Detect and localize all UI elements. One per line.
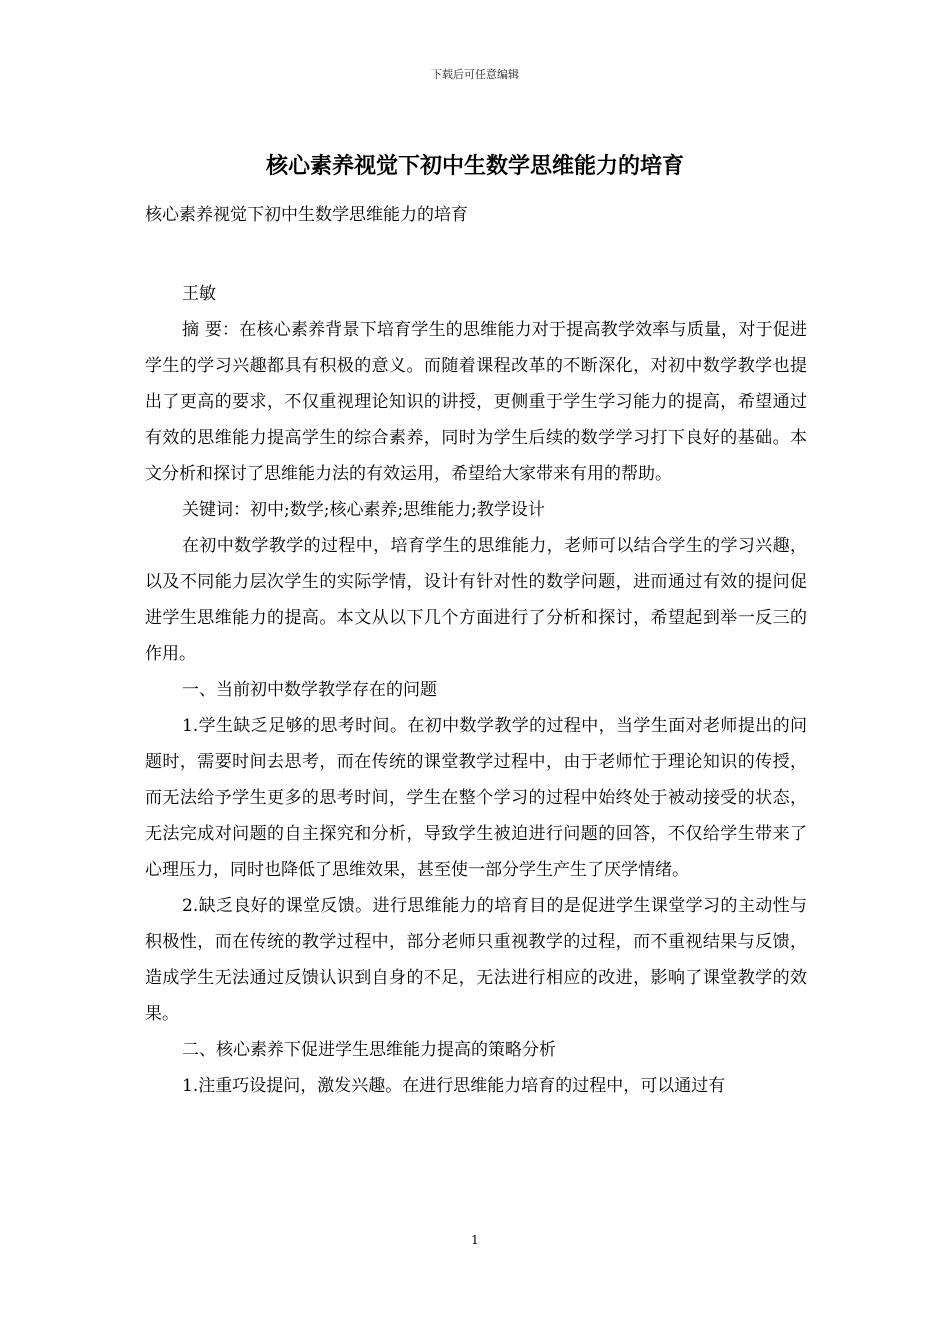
- section-heading-1: 一、当前初中数学教学存在的问题: [182, 680, 437, 700]
- document-title: 核心素养视觉下初中生数学思维能力的培育: [265, 153, 684, 179]
- keywords-paragraph: 关键词：初中;数学;核心素养;思维能力;教学设计: [182, 500, 545, 520]
- page-number: 1: [471, 1233, 479, 1247]
- section-heading-2: 二、核心素养下促进学生思维能力提高的策略分析: [182, 1040, 556, 1060]
- blank-line: [145, 233, 807, 276]
- document-subtitle: 核心素养视觉下初中生数学思维能力的培育: [145, 205, 468, 225]
- body-paragraph: 2.缺乏良好的课堂反馈。进行思维能力的培育目的是促进学生课堂学习的主动性与积极性，而在传统的教学过程中，部分老师只重视教学的过程，而不重视结果与反馈，造成学生无法通过反馈认识到自身的不足，无法进行相应的改进，影响了课堂教学的效果。: [145, 896, 807, 1024]
- author-name: 王敏: [182, 284, 216, 304]
- intro-paragraph: 在初中数学教学的过程中，培育学生的思维能力，老师可以结合学生的学习兴趣，以及不同能力层次学生的实际学情，设计有针对性的数学问题，进而通过有效的提问促进学生思维能力的提高。本文从以下几个方面进行了分析和探讨，希望起到举一反三的作用。: [145, 536, 807, 664]
- header-note: 下载后可任意编辑: [431, 68, 519, 81]
- body-paragraph: 1.注重巧设提问，激发兴趣。在进行思维能力培育的过程中，可以通过有: [182, 1076, 726, 1096]
- abstract-paragraph: 摘 要：在核心素养背景下培育学生的思维能力对于提高教学效率与质量，对于促进学生的学习兴趣都具有积极的意义。而随着课程改革的不断深化，对初中数学教学也提出了更高的要求，不仅重视理论知识的讲授，更侧重于学生学习能力的提高，希望通过有效的思维能力提高学生的综合素养，同时为学生后续的数学学习打下良好的基础。本文分析和探讨了思维能力法的有效运用，希望给大家带来有用的帮助。: [145, 320, 807, 484]
- body-paragraph: 1.学生缺乏足够的思考时间。在初中数学教学的过程中，当学生面对老师提出的问题时，需要时间去思考，而在传统的课堂教学过程中，由于老师忙于理论知识的传授，而无法给予学生更多的思考时间，学生在整个学习的过程中始终处于被动接受的状态，无法完成对问题的自主探究和分析，导致学生被迫进行问题的回答，不仅给学生带来了心理压力，同时也降低了思维效果，甚至使一部分学生产生了厌学情绪。: [145, 716, 807, 880]
- document-body: [145, 197, 807, 1104]
